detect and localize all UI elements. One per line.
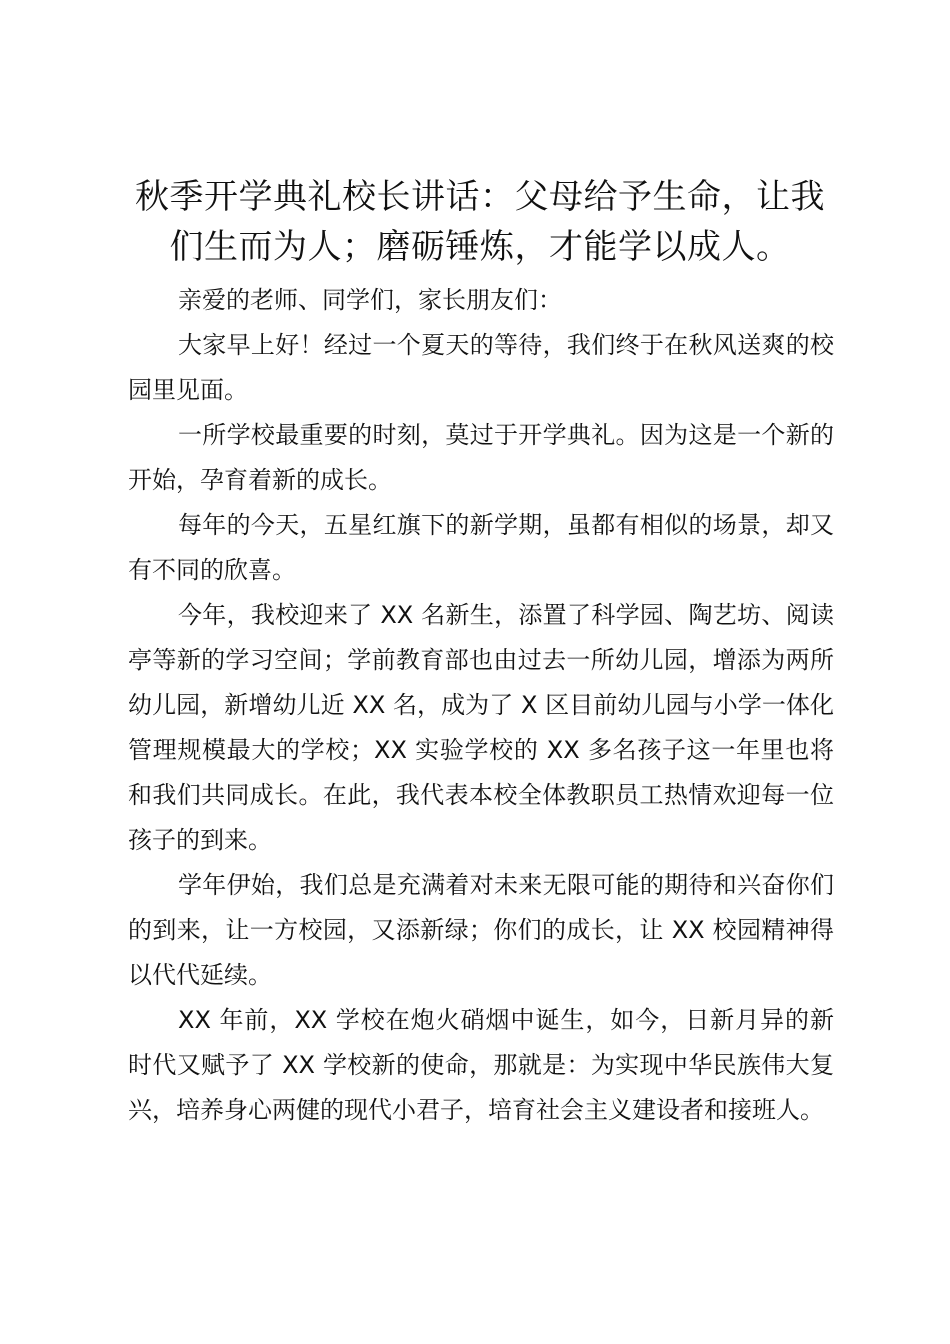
greeting-paragraph: 大家早上好！经过一个夏天的等待，我们终于在秋风送爽的校园里见面。 xyxy=(128,331,834,404)
body-paragraph: XX 年前，XX 学校在炮火硝烟中诞生，如今，日新月异的新时代又赋予了 XX 学校新的使命，那就是：为实现中华民族伟大复兴，培养身心两健的现代小君子，培育社会主义建设者和接班人。 xyxy=(128,1006,834,1124)
document-title: 秋季开学典礼校长讲话：父母给予生命，让我们生而为人；磨砺锤炼，才能学以成人。 xyxy=(135,177,825,267)
salutation-paragraph: 亲爱的老师、同学们，家长朋友们： xyxy=(178,286,562,314)
document-body xyxy=(128,278,834,1133)
body-paragraph: 今年，我校迎来了 XX 名新生，添置了科学园、陶艺坊、阅读亭等新的学习空间；学前教育部也由过去一所幼儿园，增添为两所幼儿园，新增幼儿近 XX 名，成为了 X 区目前幼儿园与小学一体化管理规模最大的学校；XX 实验学校的 XX 多名孩子这一年里也将和我们共同成长。在此，我代表本校全体教职员工热情欢迎每一位孩子的到来。 xyxy=(128,601,834,854)
body-paragraph: 学年伊始，我们总是充满着对未来无限可能的期待和兴奋你们的到来，让一方校园，又添新绿；你们的成长，让 XX 校园精神得以代代延续。 xyxy=(128,871,834,989)
body-paragraph: 每年的今天，五星红旗下的新学期，虽都有相似的场景，却又有不同的欣喜。 xyxy=(128,511,834,584)
body-paragraph: 一所学校最重要的时刻，莫过于开学典礼。因为这是一个新的开始，孕育着新的成长。 xyxy=(128,421,834,494)
